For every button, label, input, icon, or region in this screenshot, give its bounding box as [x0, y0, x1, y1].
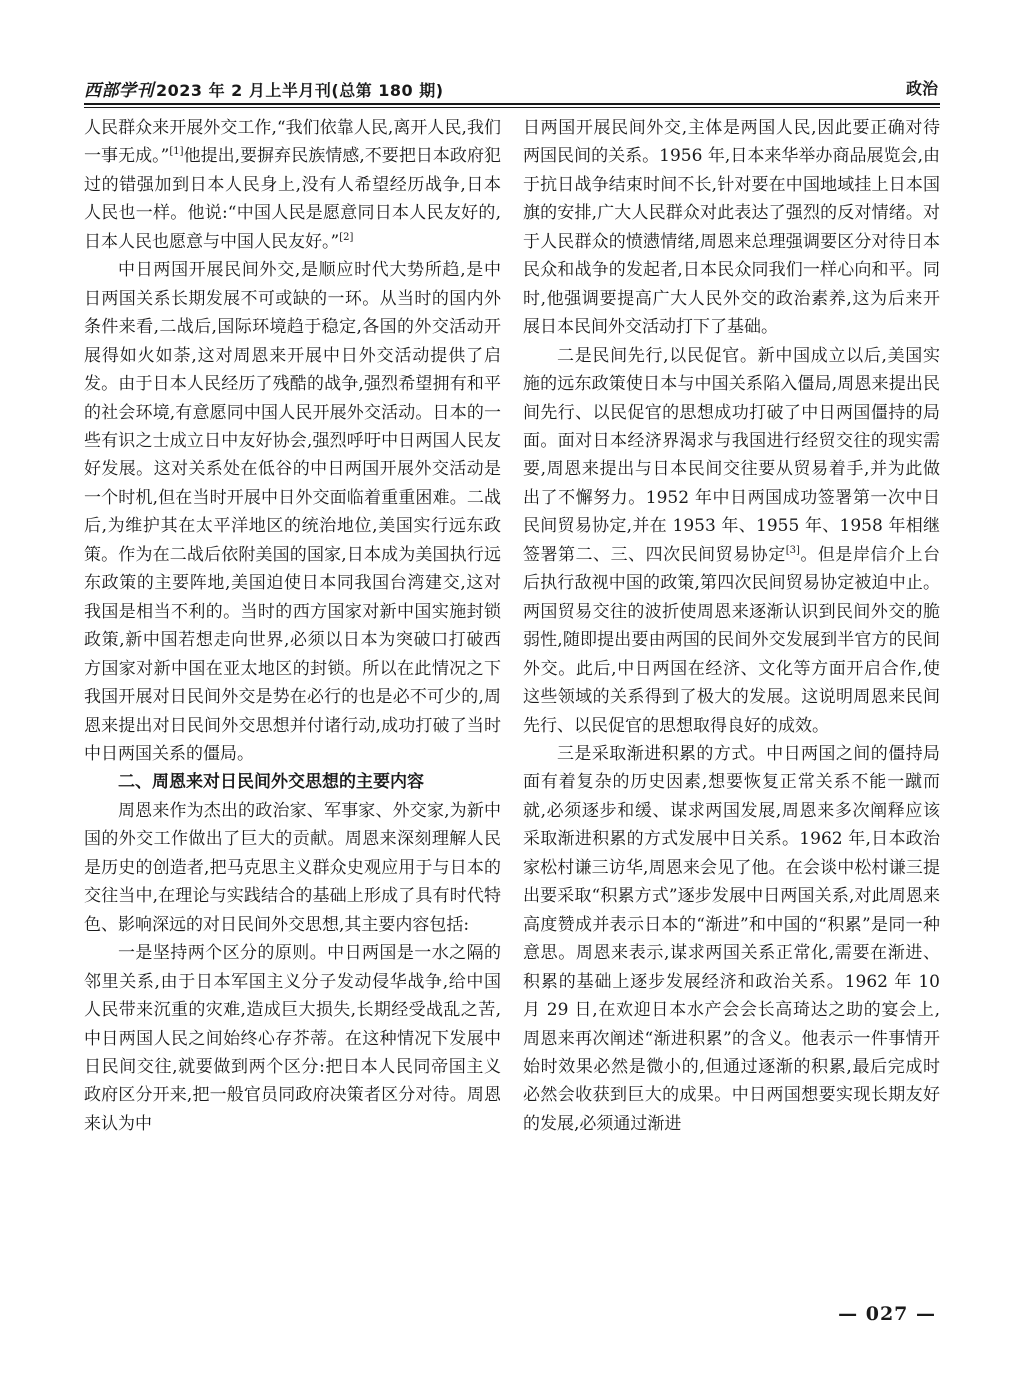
journal-issue	[84, 76, 444, 101]
citation: [1]	[169, 146, 184, 158]
page-number: — 027 —	[838, 1303, 936, 1325]
paragraph: 日两国开展民间外交,主体是两国人民,因此要正确对待两国民间的关系。1956 年,日本来华举办商品展览会,由于抗日战争结束时间不长,针对要在中国地域挂上日本国旗的安排,广大人民群众对此表达了强烈的反对情绪。对于人民群众的愤懑情绪,周恩来总理强调要区分对待日本民众和战争的发起者,日本民众同我们一样心向和平。同时,他强调要提高广大人民外交的政治素养,这为后来开展日本民间外交活动打下了基础。	[523, 118, 940, 338]
paragraph: 周恩来作为杰出的政治家、军事家、外交家,为新中国的外交工作做出了巨大的贡献。周恩来深刻理解人民是历史的创造者,把马克思主义群众史观应用于与日本的交往当中,在理论与实践结合的基础上形成了具有时代特色、影响深远的对日民间外交思想,其主要内容包括:	[84, 800, 501, 935]
right-column	[523, 114, 940, 1138]
paragraph: 中日两国开展民间外交,是顺应时代大势所趋,是中日两国关系长期发展不可或缺的一环。从当时的国内外条件来看,二战后,国际环境趋于稳定,各国的外交活动开展得如火如荼,这对周恩来开展中日外交活动提供了启发。由于日本人民经历了残酷的战争,强烈希望拥有和平的社会环境,有意愿同中国人民开展外交活动。日本的一些有识之士成立日中友好协会,强烈呼吁中日两国人民友好发展。这对关系处在低谷的中日两国开展外交活动是一个时机,但在当时开展中日外交面临着重重困难。二战后,为维护其在太平洋地区的统治地位,美国实行远东政策。作为在二战后依附美国的国家,日本成为美国执行远东政策的主要阵地,美国迫使日本同我国台湾建交,这对我国是相当不利的。当时的西方国家对新中国实施封锁政策,新中国若想走向世界,必须以日本为突破口打破西方国家对新中国在亚太地区的封锁。所以在此情况之下我国开展对日民间外交是势在必行的也是必不可少的,周恩来提出对日民间外交思想并付诸行动,成功打破了当时中日两国关系的僵局。	[84, 260, 501, 764]
header-rule-thick	[84, 103, 940, 105]
issue-text: 2023 年 2 月上半月刊(总第 180 期)	[156, 81, 444, 100]
paragraph: 二是民间先行,以民促官。新中国成立以后,美国实施的远东政策使日本与中国关系陷入僵局,周恩来提出民间先行、以民促官的思想成功打破了中日两国僵持的局面。面对日本经济界渴求与我国进行经贸交往的现实需要,周恩来提出与日本民间交往要从贸易着手,并为此做出了不懈努力。1952 年中日两国成功签署第一次中日民间贸易协定,并在 1953 年、1955 年、1958 年相继签署第二、三、四次民间贸易协定[3]。但是岸信介上台后执行敌视中国的政策,第四次民间贸易协定被迫中止。两国贸易交往的波折使周恩来逐渐认识到民间外交的脆弱性,随即提出要由两国的民间外交发展到半官方的民间外交。此后,中日两国在经济、文化等方面开启合作,使这些领域的关系得到了极大的发展。这说明周恩来民间先行、以民促官的思想取得良好的成效。	[523, 345, 941, 736]
paragraph: 一是坚持两个区分的原则。中日两国是一水之隔的邻里关系,由于日本军国主义分子发动侵华战争,给中国人民带来沉重的灾难,造成巨大损失,长期经受战乱之苦,中日两国人民之间始终心存芥蒂。在这种情况下发展中日民间交往,就要做到两个区分:把日本人民同帝国主义政府区分开来,把一般官员同政府决策者区分对待。周恩来认为中	[84, 943, 501, 1134]
section-label: 政治	[905, 79, 938, 98]
header-rule-thin	[84, 107, 940, 108]
citation: [3]	[785, 544, 800, 556]
journal-logo: 西部学刊	[84, 81, 154, 101]
citation: [2]	[339, 231, 354, 243]
paragraph: 人民群众来开展外交工作,“我们依靠人民,离开人民,我们一事无成。”[1]他提出,要摒弃民族情感,不要把日本政府犯过的错强加到日本人民身上,没有人希望经历战争,日本人民也一样。他说:“中国人民是愿意同日本人民友好的,日本人民也愿意与中国人民友好。”[2]	[84, 118, 501, 252]
left-column	[84, 114, 501, 1138]
running-header	[84, 76, 940, 102]
section-heading: 二、周恩来对日民间外交思想的主要内容	[118, 772, 424, 793]
paragraph: 三是采取渐进积累的方式。中日两国之间的僵持局面有着复杂的历史因素,想要恢复正常关系不能一蹴而就,必须逐步和缓、谋求两国发展,周恩来多次阐释应该采取渐进积累的方式发展中日关系。1962 年,日本政治家松村谦三访华,周恩来会见了他。在会谈中松村谦三提出要采取“积累方式”逐步发展中日两国关系,对此周恩来高度赞成并表示日本的“渐进”和中国的“积累”是同一种意思。周恩来表示,谋求两国关系正常化,需要在渐进、积累的基础上逐步发展经济和政治关系。1962 年 10 月 29 日,在欢迎日本水产会会长高琦达之助的宴会上,周恩来再次阐述“渐进积累”的含义。他表示一件事情开始时效果必然是微小的,但通过逐渐的积累,最后完成时必然会收获到巨大的成果。中日两国想要实现长期友好的发展,必须通过渐进	[523, 743, 940, 1134]
